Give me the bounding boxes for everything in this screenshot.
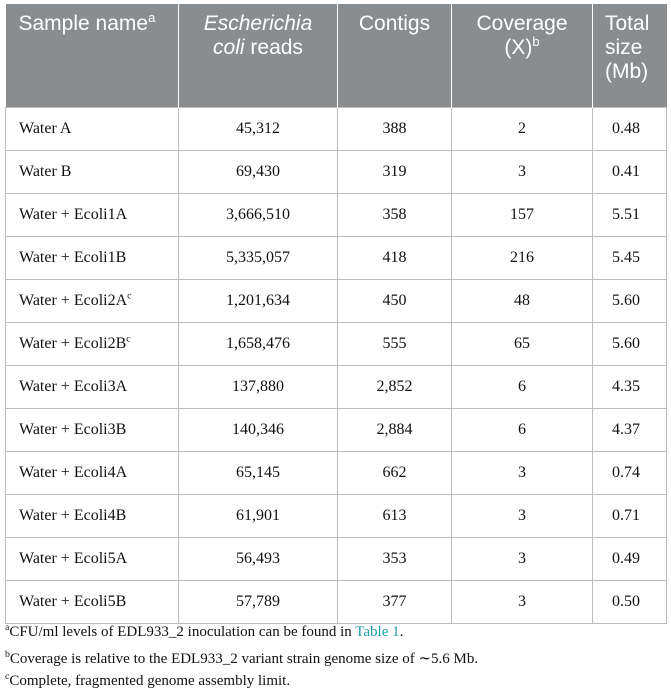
- cell-contigs: 358: [338, 194, 452, 237]
- cell-contigs: 353: [338, 538, 452, 581]
- table-row: [6, 452, 667, 495]
- cell-contigs: 555: [338, 323, 452, 366]
- cell-ecoli-reads: 61,901: [179, 495, 338, 538]
- cell-ecoli-reads: 5,335,057: [179, 237, 338, 280]
- cell-coverage: 2: [452, 108, 593, 151]
- cell-contigs: 450: [338, 280, 452, 323]
- cell-total-size: 4.37: [593, 409, 667, 452]
- table-row: [6, 108, 667, 151]
- cell-total-size: 4.35: [593, 366, 667, 409]
- cell-total-size: 5.45: [593, 237, 667, 280]
- table-1-link[interactable]: Table 1: [355, 624, 400, 640]
- cell-total-size: 5.60: [593, 323, 667, 366]
- cell-sample-name: Water + Ecoli4A: [6, 452, 179, 495]
- cell-total-size: 0.41: [593, 151, 667, 194]
- table-row: [6, 280, 667, 323]
- cell-ecoli-reads: 137,880: [179, 366, 338, 409]
- table-body: [6, 108, 667, 624]
- table-row: [6, 151, 667, 194]
- table-row: [6, 538, 667, 581]
- cell-sample-name: Water + $Ecoli2B^c$: [6, 323, 179, 366]
- table-header: [6, 4, 667, 108]
- cell-sample-name: Water + Ecoli1A: [6, 194, 179, 237]
- cell-ecoli-reads: 57,789: [179, 581, 338, 624]
- cell-sample-name: Water + Ecoli4B: [6, 495, 179, 538]
- header-contigs: Contigs: [338, 4, 452, 108]
- cell-total-size: 0.74: [593, 452, 667, 495]
- cell-total-size: 0.48: [593, 108, 667, 151]
- table-row: [6, 237, 667, 280]
- footnote-c: $^c$Complete, fragmented genome assembly limit.: [5, 671, 291, 689]
- cell-coverage: 3: [452, 538, 593, 581]
- cell-sample-name: Water + Ecoli1B: [6, 237, 179, 280]
- cell-ecoli-reads: 140,346: [179, 409, 338, 452]
- cell-sample-name: Water + Ecoli5A: [6, 538, 179, 581]
- cell-sample-name: Water + Ecoli3A: [6, 366, 179, 409]
- cell-contigs: 377: [338, 581, 452, 624]
- cell-contigs: 662: [338, 452, 452, 495]
- cell-sample-name: Water + Ecoli3B: [6, 409, 179, 452]
- footnote-b: $^b$Coverage is relative to the EDL933_2 variant strain genome size of ∼5.6 Mb.: [5, 649, 479, 667]
- cell-contigs: 388: [338, 108, 452, 151]
- cell-coverage: 3: [452, 452, 593, 495]
- cell-coverage: 216: [452, 237, 593, 280]
- header-total-size: Total size (Mb): [593, 4, 667, 108]
- table-row: [6, 495, 667, 538]
- table-row: [6, 581, 667, 624]
- table-row: [6, 409, 667, 452]
- cell-ecoli-reads: 1,658,476: [179, 323, 338, 366]
- cell-ecoli-reads: 1,201,634: [179, 280, 338, 323]
- cell-contigs: 319: [338, 151, 452, 194]
- cell-contigs: 2,852: [338, 366, 452, 409]
- cell-contigs: 2,884: [338, 409, 452, 452]
- footnote-a: $^a$CFU/ml levels of EDL933_2 inoculation can be found in Table 1.: [5, 622, 404, 640]
- cell-sample-name: Water + $Ecoli2A^c$: [6, 280, 179, 323]
- cell-coverage: 3: [452, 151, 593, 194]
- table-row: [6, 323, 667, 366]
- cell-ecoli-reads: 65,145: [179, 452, 338, 495]
- cell-ecoli-reads: 3,666,510: [179, 194, 338, 237]
- cell-contigs: 418: [338, 237, 452, 280]
- cell-coverage: 6: [452, 409, 593, 452]
- cell-coverage: 48: [452, 280, 593, 323]
- cell-total-size: 0.49: [593, 538, 667, 581]
- cell-coverage: 6: [452, 366, 593, 409]
- cell-coverage: 157: [452, 194, 593, 237]
- cell-total-size: 0.50: [593, 581, 667, 624]
- header-sample-name: Sample name$^a$: [6, 4, 179, 108]
- cell-sample-name: Water B: [6, 151, 179, 194]
- cell-contigs: 613: [338, 495, 452, 538]
- cell-ecoli-reads: 45,312: [179, 108, 338, 151]
- header-coverage: Coverage $(X)^b$: [452, 4, 593, 108]
- cell-total-size: 0.71: [593, 495, 667, 538]
- cell-sample-name: Water + Ecoli5B: [6, 581, 179, 624]
- header-ecoli-reads: Escherichia coli reads: [179, 4, 338, 108]
- cell-coverage: 65: [452, 323, 593, 366]
- cell-sample-name: Water A: [6, 108, 179, 151]
- cell-ecoli-reads: 56,493: [179, 538, 338, 581]
- cell-coverage: 3: [452, 581, 593, 624]
- cell-ecoli-reads: 69,430: [179, 151, 338, 194]
- cell-total-size: 5.51: [593, 194, 667, 237]
- cell-coverage: 3: [452, 495, 593, 538]
- results-table: [5, 4, 667, 624]
- cell-total-size: 5.60: [593, 280, 667, 323]
- table-row: [6, 194, 667, 237]
- table-row: [6, 366, 667, 409]
